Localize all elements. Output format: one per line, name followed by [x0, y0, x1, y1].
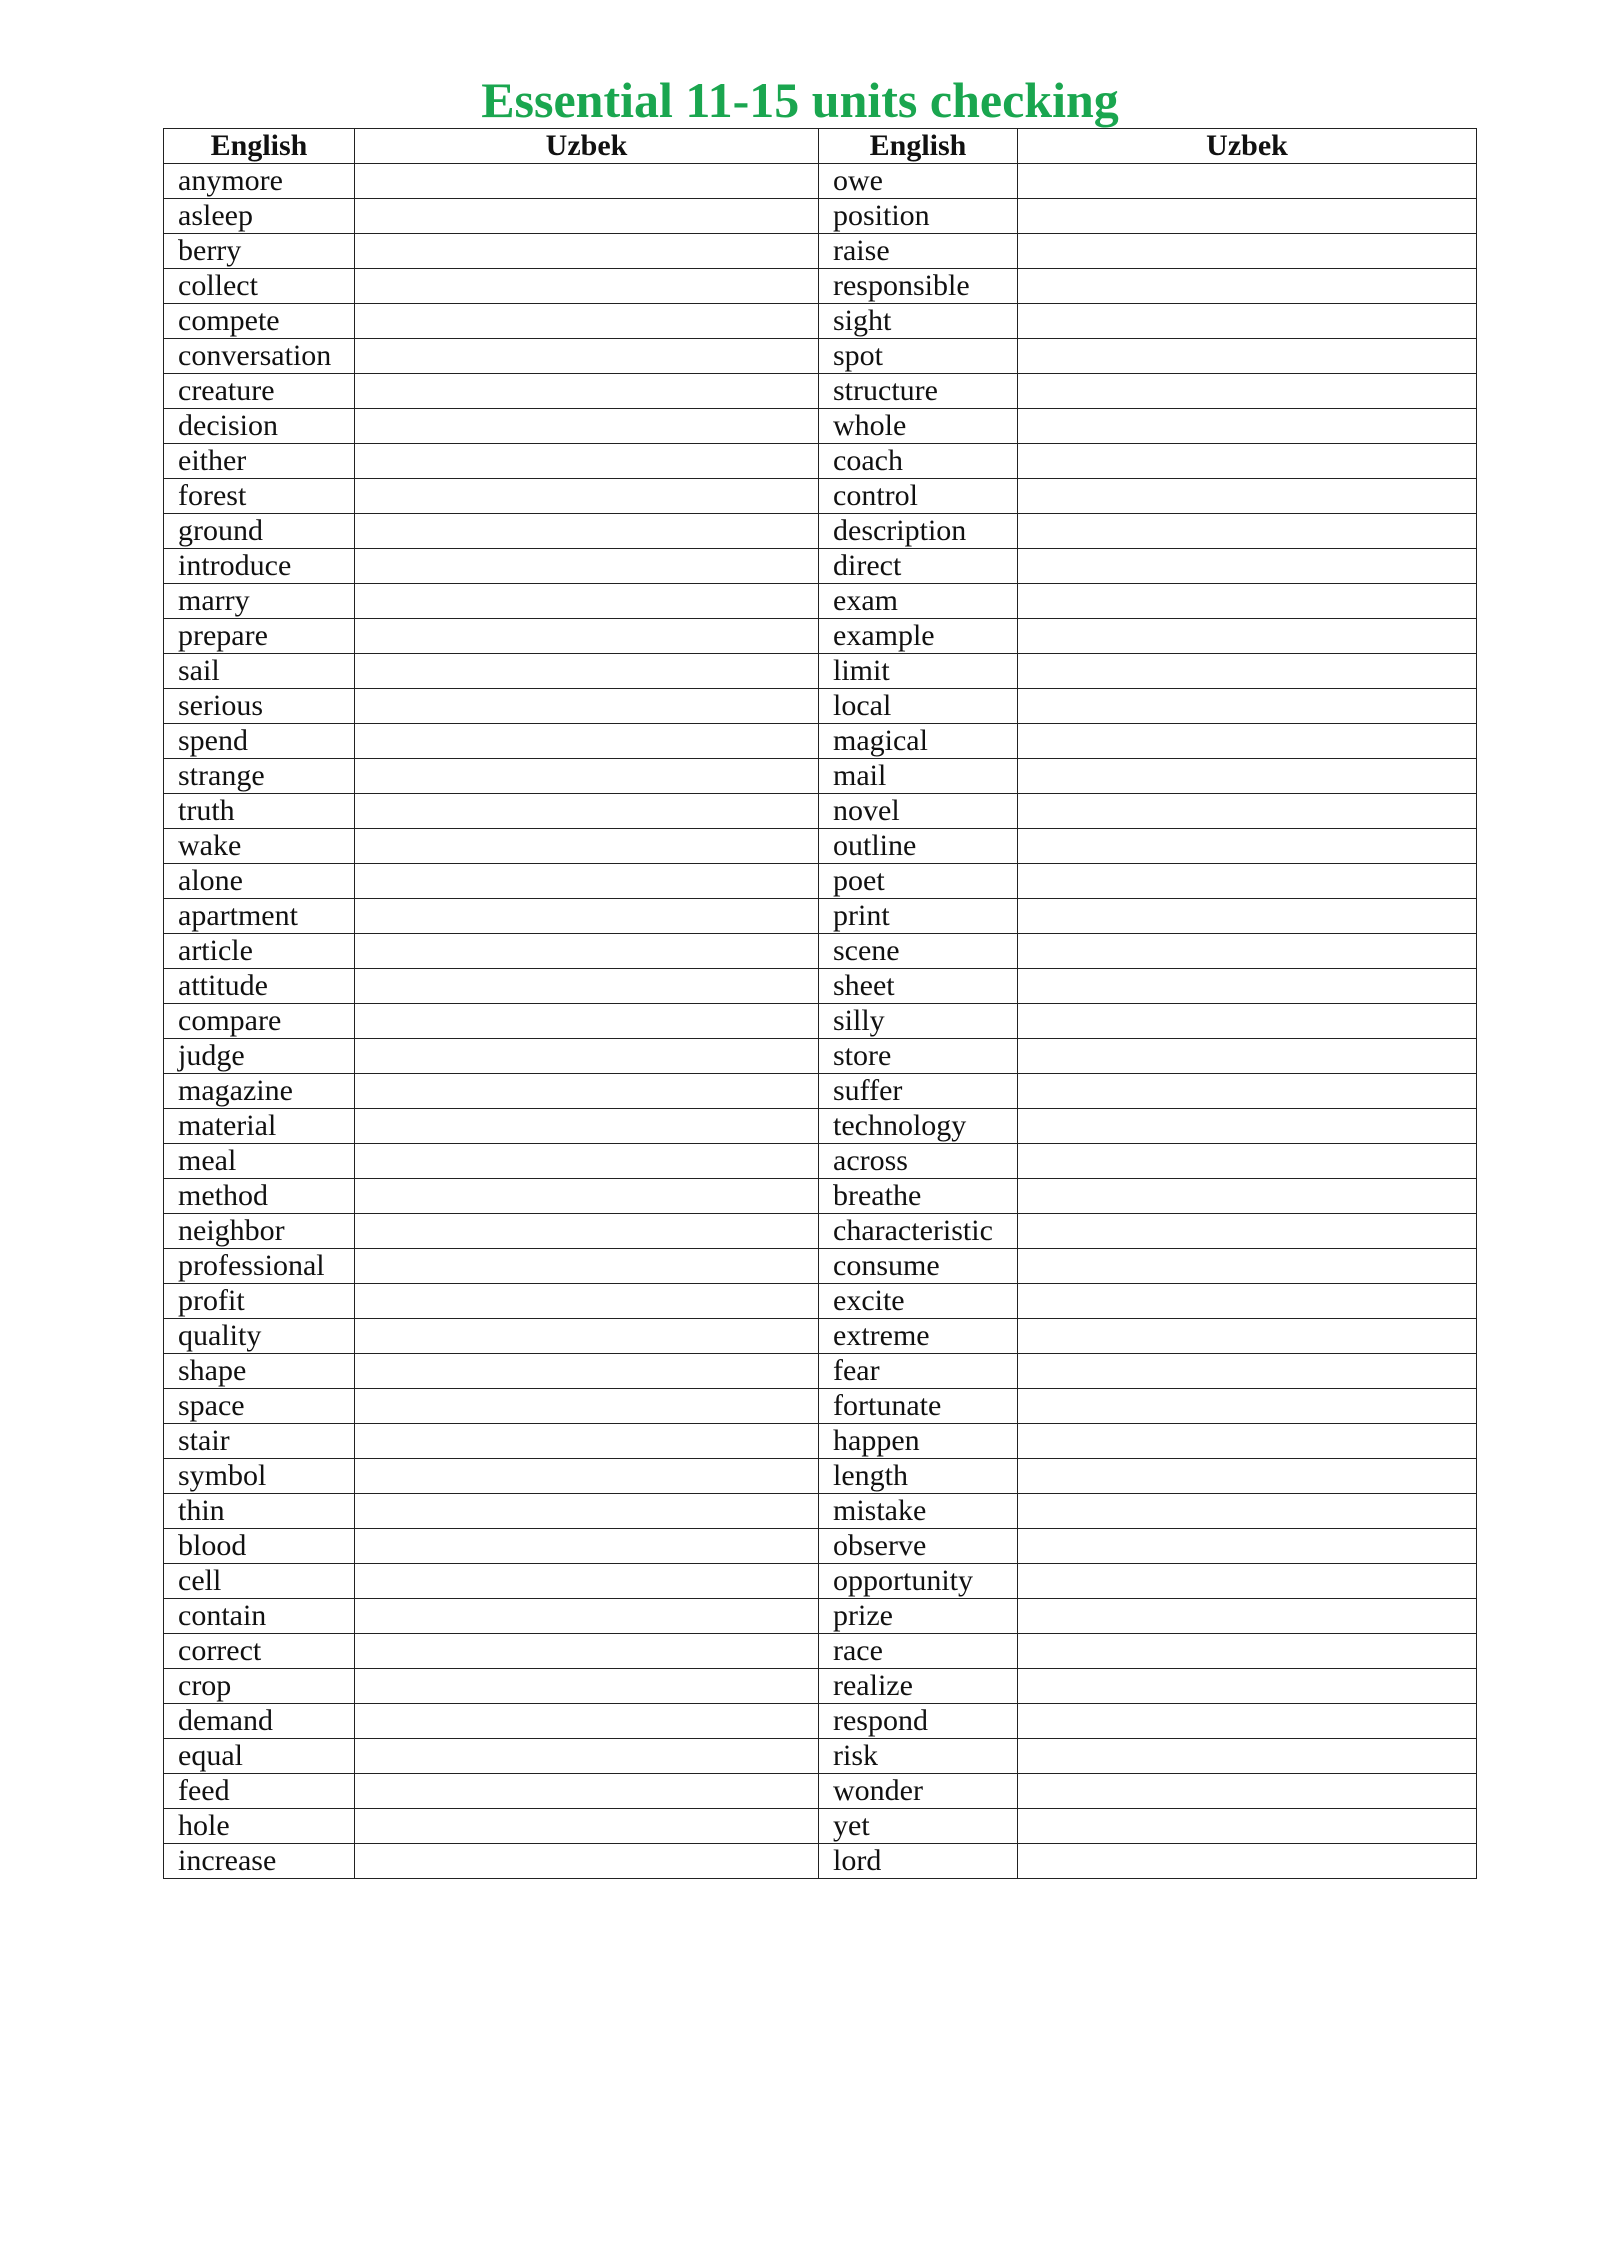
- table-row: [164, 1109, 1477, 1144]
- table-row: [164, 1214, 1477, 1249]
- english-word: quality: [164, 1319, 355, 1354]
- table-row: [164, 374, 1477, 409]
- english-word: material: [164, 1109, 355, 1144]
- english-word: berry: [164, 234, 355, 269]
- uzbek-answer-cell[interactable]: [355, 1424, 819, 1459]
- english-word: wake: [164, 829, 355, 864]
- english-word: anymore: [164, 164, 355, 199]
- english-word: thin: [164, 1494, 355, 1529]
- uzbek-answer-cell[interactable]: [1018, 1179, 1477, 1214]
- english-word: asleep: [164, 199, 355, 234]
- table-row: [164, 689, 1477, 724]
- english-word: consume: [819, 1249, 1018, 1284]
- uzbek-answer-cell[interactable]: [355, 1144, 819, 1179]
- uzbek-answer-cell[interactable]: [1018, 1354, 1477, 1389]
- uzbek-answer-cell[interactable]: [1018, 1564, 1477, 1599]
- table-row: [164, 1424, 1477, 1459]
- table-row: [164, 759, 1477, 794]
- uzbek-answer-cell[interactable]: [355, 899, 819, 934]
- table-row: [164, 1669, 1477, 1704]
- uzbek-answer-cell[interactable]: [1018, 514, 1477, 549]
- uzbek-answer-cell[interactable]: [1018, 1109, 1477, 1144]
- table-row: [164, 234, 1477, 269]
- english-word: meal: [164, 1144, 355, 1179]
- english-word: silly: [819, 1004, 1018, 1039]
- uzbek-answer-cell[interactable]: [1018, 304, 1477, 339]
- uzbek-answer-cell[interactable]: [355, 444, 819, 479]
- column-header-english-2: English: [819, 129, 1018, 164]
- english-word: cell: [164, 1564, 355, 1599]
- uzbek-answer-cell[interactable]: [355, 1459, 819, 1494]
- uzbek-answer-cell[interactable]: [355, 1109, 819, 1144]
- table-row: [164, 1774, 1477, 1809]
- english-word: introduce: [164, 549, 355, 584]
- english-word: poet: [819, 864, 1018, 899]
- uzbek-answer-cell[interactable]: [1018, 1389, 1477, 1424]
- english-word: profit: [164, 1284, 355, 1319]
- english-word: example: [819, 619, 1018, 654]
- english-word: wonder: [819, 1774, 1018, 1809]
- table-row: [164, 1284, 1477, 1319]
- table-row: [164, 444, 1477, 479]
- uzbek-answer-cell[interactable]: [1018, 409, 1477, 444]
- column-header-english-1: English: [164, 129, 355, 164]
- table-row: [164, 514, 1477, 549]
- uzbek-answer-cell[interactable]: [1018, 1529, 1477, 1564]
- uzbek-answer-cell[interactable]: [1018, 1319, 1477, 1354]
- english-word: risk: [819, 1739, 1018, 1774]
- table-row: [164, 1354, 1477, 1389]
- uzbek-answer-cell[interactable]: [355, 724, 819, 759]
- english-word: forest: [164, 479, 355, 514]
- uzbek-answer-cell[interactable]: [355, 1004, 819, 1039]
- uzbek-answer-cell[interactable]: [1018, 339, 1477, 374]
- uzbek-answer-cell[interactable]: [1018, 689, 1477, 724]
- english-word: local: [819, 689, 1018, 724]
- uzbek-answer-cell[interactable]: [355, 794, 819, 829]
- english-word: shape: [164, 1354, 355, 1389]
- uzbek-answer-cell[interactable]: [1018, 164, 1477, 199]
- table-row: [164, 794, 1477, 829]
- english-word: spend: [164, 724, 355, 759]
- uzbek-answer-cell[interactable]: [355, 689, 819, 724]
- table-row: [164, 1319, 1477, 1354]
- english-word: compare: [164, 1004, 355, 1039]
- table-row: [164, 899, 1477, 934]
- table-row: [164, 654, 1477, 689]
- english-word: feed: [164, 1774, 355, 1809]
- uzbek-answer-cell[interactable]: [1018, 1214, 1477, 1249]
- english-word: either: [164, 444, 355, 479]
- english-word: technology: [819, 1109, 1018, 1144]
- english-word: neighbor: [164, 1214, 355, 1249]
- uzbek-answer-cell[interactable]: [1018, 864, 1477, 899]
- english-word: yet: [819, 1809, 1018, 1844]
- table-row: [164, 1144, 1477, 1179]
- english-word: suffer: [819, 1074, 1018, 1109]
- table-row: [164, 1459, 1477, 1494]
- english-word: fortunate: [819, 1389, 1018, 1424]
- english-word: race: [819, 1634, 1018, 1669]
- uzbek-answer-cell[interactable]: [1018, 724, 1477, 759]
- uzbek-answer-cell[interactable]: [1018, 1844, 1477, 1879]
- uzbek-answer-cell[interactable]: [1018, 969, 1477, 1004]
- table-row: [164, 1249, 1477, 1284]
- uzbek-answer-cell[interactable]: [1018, 1249, 1477, 1284]
- english-word: control: [819, 479, 1018, 514]
- english-word: fear: [819, 1354, 1018, 1389]
- uzbek-answer-cell[interactable]: [355, 1354, 819, 1389]
- uzbek-answer-cell[interactable]: [1018, 899, 1477, 934]
- uzbek-answer-cell[interactable]: [355, 864, 819, 899]
- english-word: compete: [164, 304, 355, 339]
- uzbek-answer-cell[interactable]: [355, 374, 819, 409]
- english-word: respond: [819, 1704, 1018, 1739]
- english-word: characteristic: [819, 1214, 1018, 1249]
- english-word: lord: [819, 1844, 1018, 1879]
- table-row: [164, 1809, 1477, 1844]
- english-word: direct: [819, 549, 1018, 584]
- english-word: extreme: [819, 1319, 1018, 1354]
- table-row: [164, 864, 1477, 899]
- english-word: creature: [164, 374, 355, 409]
- uzbek-answer-cell[interactable]: [355, 1039, 819, 1074]
- uzbek-answer-cell[interactable]: [355, 269, 819, 304]
- english-word: alone: [164, 864, 355, 899]
- uzbek-answer-cell[interactable]: [355, 304, 819, 339]
- table-row: [164, 1004, 1477, 1039]
- english-word: conversation: [164, 339, 355, 374]
- table-row: [164, 969, 1477, 1004]
- english-word: sail: [164, 654, 355, 689]
- uzbek-answer-cell[interactable]: [1018, 1634, 1477, 1669]
- english-word: decision: [164, 409, 355, 444]
- uzbek-answer-cell[interactable]: [1018, 1459, 1477, 1494]
- english-word: demand: [164, 1704, 355, 1739]
- english-word: apartment: [164, 899, 355, 934]
- uzbek-answer-cell[interactable]: [1018, 759, 1477, 794]
- table-row: [164, 934, 1477, 969]
- uzbek-answer-cell[interactable]: [1018, 829, 1477, 864]
- uzbek-answer-cell[interactable]: [355, 409, 819, 444]
- english-word: truth: [164, 794, 355, 829]
- english-word: hole: [164, 1809, 355, 1844]
- english-word: method: [164, 1179, 355, 1214]
- english-word: marry: [164, 584, 355, 619]
- english-word: stair: [164, 1424, 355, 1459]
- uzbek-answer-cell[interactable]: [1018, 1074, 1477, 1109]
- english-word: article: [164, 934, 355, 969]
- english-word: scene: [819, 934, 1018, 969]
- uzbek-answer-cell[interactable]: [355, 1564, 819, 1599]
- english-word: judge: [164, 1039, 355, 1074]
- table-row: [164, 1564, 1477, 1599]
- uzbek-answer-cell[interactable]: [355, 1809, 819, 1844]
- english-word: responsible: [819, 269, 1018, 304]
- uzbek-answer-cell[interactable]: [1018, 794, 1477, 829]
- uzbek-answer-cell[interactable]: [355, 1319, 819, 1354]
- english-word: contain: [164, 1599, 355, 1634]
- table-row: [164, 584, 1477, 619]
- english-word: correct: [164, 1634, 355, 1669]
- uzbek-answer-cell[interactable]: [355, 829, 819, 864]
- uzbek-answer-cell[interactable]: [1018, 1424, 1477, 1459]
- table-row: [164, 164, 1477, 199]
- english-word: position: [819, 199, 1018, 234]
- uzbek-answer-cell[interactable]: [355, 1249, 819, 1284]
- table-header-row: [164, 129, 1477, 164]
- english-word: whole: [819, 409, 1018, 444]
- uzbek-answer-cell[interactable]: [355, 1284, 819, 1319]
- uzbek-answer-cell[interactable]: [1018, 1144, 1477, 1179]
- uzbek-answer-cell[interactable]: [355, 1599, 819, 1634]
- english-word: novel: [819, 794, 1018, 829]
- table-row: [164, 619, 1477, 654]
- column-header-uzbek-2: Uzbek: [1018, 129, 1477, 164]
- uzbek-answer-cell[interactable]: [1018, 1004, 1477, 1039]
- uzbek-answer-cell[interactable]: [355, 1389, 819, 1424]
- uzbek-answer-cell[interactable]: [1018, 1704, 1477, 1739]
- uzbek-answer-cell[interactable]: [355, 199, 819, 234]
- uzbek-answer-cell[interactable]: [355, 234, 819, 269]
- english-word: equal: [164, 1739, 355, 1774]
- uzbek-answer-cell[interactable]: [355, 1074, 819, 1109]
- table-row: [164, 409, 1477, 444]
- english-word: spot: [819, 339, 1018, 374]
- column-header-uzbek-1: Uzbek: [355, 129, 819, 164]
- table-row: [164, 1844, 1477, 1879]
- english-word: length: [819, 1459, 1018, 1494]
- english-word: prize: [819, 1599, 1018, 1634]
- english-word: increase: [164, 1844, 355, 1879]
- english-word: mail: [819, 759, 1018, 794]
- english-word: happen: [819, 1424, 1018, 1459]
- uzbek-answer-cell[interactable]: [1018, 374, 1477, 409]
- english-word: prepare: [164, 619, 355, 654]
- english-word: breathe: [819, 1179, 1018, 1214]
- uzbek-answer-cell[interactable]: [355, 479, 819, 514]
- page-title: Essential 11-15 units checking: [481, 72, 1119, 128]
- english-word: magical: [819, 724, 1018, 759]
- english-word: store: [819, 1039, 1018, 1074]
- uzbek-answer-cell[interactable]: [1018, 479, 1477, 514]
- uzbek-answer-cell[interactable]: [1018, 1284, 1477, 1319]
- table-row: [164, 479, 1477, 514]
- table-row: [164, 1074, 1477, 1109]
- vocabulary-table: [163, 128, 1477, 1879]
- english-word: outline: [819, 829, 1018, 864]
- uzbek-answer-cell[interactable]: [1018, 934, 1477, 969]
- table-row: [164, 269, 1477, 304]
- english-word: magazine: [164, 1074, 355, 1109]
- table-row: [164, 1739, 1477, 1774]
- uzbek-answer-cell[interactable]: [1018, 1494, 1477, 1529]
- english-word: collect: [164, 269, 355, 304]
- english-word: owe: [819, 164, 1018, 199]
- english-word: across: [819, 1144, 1018, 1179]
- english-word: symbol: [164, 1459, 355, 1494]
- uzbek-answer-cell[interactable]: [355, 1739, 819, 1774]
- english-word: ground: [164, 514, 355, 549]
- english-word: print: [819, 899, 1018, 934]
- english-word: realize: [819, 1669, 1018, 1704]
- uzbek-answer-cell[interactable]: [355, 619, 819, 654]
- table-row: [164, 1634, 1477, 1669]
- english-word: excite: [819, 1284, 1018, 1319]
- uzbek-answer-cell[interactable]: [355, 164, 819, 199]
- table-row: [164, 1039, 1477, 1074]
- english-word: description: [819, 514, 1018, 549]
- english-word: strange: [164, 759, 355, 794]
- uzbek-answer-cell[interactable]: [1018, 584, 1477, 619]
- uzbek-answer-cell[interactable]: [355, 1214, 819, 1249]
- table-row: [164, 549, 1477, 584]
- uzbek-answer-cell[interactable]: [355, 934, 819, 969]
- uzbek-answer-cell[interactable]: [355, 1669, 819, 1704]
- uzbek-answer-cell[interactable]: [355, 584, 819, 619]
- uzbek-answer-cell[interactable]: [1018, 199, 1477, 234]
- uzbek-answer-cell[interactable]: [355, 759, 819, 794]
- uzbek-answer-cell[interactable]: [1018, 269, 1477, 304]
- table-row: [164, 1389, 1477, 1424]
- uzbek-answer-cell[interactable]: [355, 1634, 819, 1669]
- english-word: attitude: [164, 969, 355, 1004]
- uzbek-answer-cell[interactable]: [1018, 1809, 1477, 1844]
- english-word: exam: [819, 584, 1018, 619]
- uzbek-answer-cell[interactable]: [1018, 619, 1477, 654]
- table-row: [164, 1529, 1477, 1564]
- table-row: [164, 1179, 1477, 1214]
- english-word: blood: [164, 1529, 355, 1564]
- english-word: crop: [164, 1669, 355, 1704]
- table-body: [164, 164, 1477, 1879]
- english-word: opportunity: [819, 1564, 1018, 1599]
- table-row: [164, 724, 1477, 759]
- uzbek-answer-cell[interactable]: [1018, 1739, 1477, 1774]
- english-word: limit: [819, 654, 1018, 689]
- uzbek-answer-cell[interactable]: [355, 1704, 819, 1739]
- english-word: sheet: [819, 969, 1018, 1004]
- table-row: [164, 1494, 1477, 1529]
- english-word: mistake: [819, 1494, 1018, 1529]
- uzbek-answer-cell[interactable]: [1018, 444, 1477, 479]
- table-row: [164, 339, 1477, 374]
- uzbek-answer-cell[interactable]: [1018, 1599, 1477, 1634]
- uzbek-answer-cell[interactable]: [355, 1179, 819, 1214]
- uzbek-answer-cell[interactable]: [355, 514, 819, 549]
- uzbek-answer-cell[interactable]: [355, 1844, 819, 1879]
- uzbek-answer-cell[interactable]: [1018, 1774, 1477, 1809]
- english-word: space: [164, 1389, 355, 1424]
- uzbek-answer-cell[interactable]: [355, 969, 819, 1004]
- english-word: serious: [164, 689, 355, 724]
- uzbek-answer-cell[interactable]: [355, 1774, 819, 1809]
- uzbek-answer-cell[interactable]: [355, 339, 819, 374]
- english-word: raise: [819, 234, 1018, 269]
- english-word: structure: [819, 374, 1018, 409]
- uzbek-answer-cell[interactable]: [355, 1529, 819, 1564]
- table-row: [164, 1599, 1477, 1634]
- table-row: [164, 1704, 1477, 1739]
- uzbek-answer-cell[interactable]: [1018, 1669, 1477, 1704]
- uzbek-answer-cell[interactable]: [1018, 1039, 1477, 1074]
- uzbek-answer-cell[interactable]: [355, 654, 819, 689]
- uzbek-answer-cell[interactable]: [1018, 549, 1477, 584]
- table-row: [164, 199, 1477, 234]
- uzbek-answer-cell[interactable]: [1018, 654, 1477, 689]
- uzbek-answer-cell[interactable]: [355, 1494, 819, 1529]
- uzbek-answer-cell[interactable]: [355, 549, 819, 584]
- uzbek-answer-cell[interactable]: [1018, 234, 1477, 269]
- english-word: sight: [819, 304, 1018, 339]
- english-word: observe: [819, 1529, 1018, 1564]
- table-row: [164, 829, 1477, 864]
- english-word: professional: [164, 1249, 355, 1284]
- table-row: [164, 304, 1477, 339]
- english-word: coach: [819, 444, 1018, 479]
